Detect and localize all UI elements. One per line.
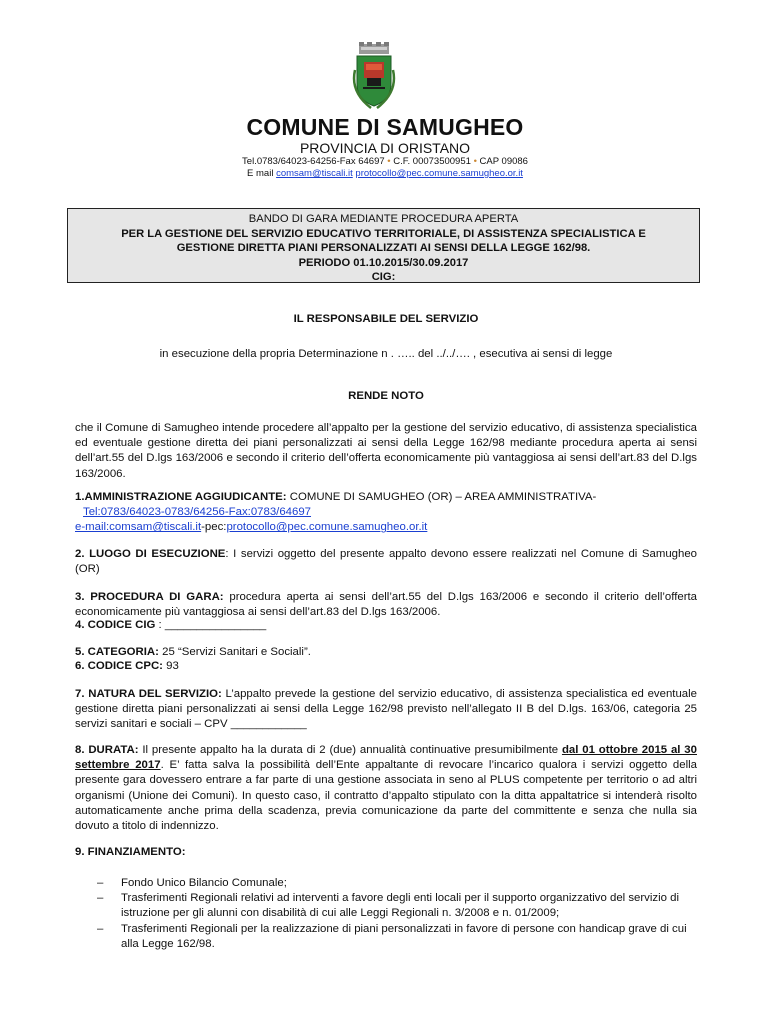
section-8-duration xyxy=(75,743,697,834)
section-2-label: 2. LUOGO DI ESECUZIONE xyxy=(75,548,226,560)
dash-bullet: – xyxy=(97,922,104,935)
funding-item-text: Trasferimenti Regionali per la realizzazione di piani personalizzati in favore di persone con handicap grave di cui alla Legge 162/98. xyxy=(121,922,687,950)
section-5-label: 5. CATEGORIA: xyxy=(75,646,159,658)
section-1-administration xyxy=(75,490,697,536)
section-4-label: 4. CODICE CIG xyxy=(75,619,156,631)
telephone-text: Tel.0783/64023-64256-Fax 64697 xyxy=(242,156,385,167)
postal-code-text: CAP 09086 xyxy=(479,156,528,167)
section-7-text: L’appalto prevede la gestione del servizio educativo, di assistenza specialistica ed eventuale gestione diretta piani personalizzati ai sensi della Legge 162/98 previsto nell’allegato II B del D.lgs. 163/06, categoria 25 servizi sanitari e sociali – CPV ____________ xyxy=(75,688,697,731)
tender-subject-line-2: GESTIONE DIRETTA PIANI PERSONALIZZATI AI SENSI DELLA LEGGE 162/98. xyxy=(176,242,591,255)
section-6-cpc xyxy=(75,659,697,674)
section-2-text: : I servizi oggetto del presente appalto devono essere realizzati nel Comune di Samugheo (OR) xyxy=(75,548,697,576)
separator-bullet: • xyxy=(387,156,391,167)
tender-period: PERIODO 01.10.2015/30.09.2017 xyxy=(298,256,469,269)
funding-list xyxy=(75,876,697,952)
section-1-label: 1.AMMINISTRAZIONE AGGIUDICANTE: xyxy=(75,491,287,503)
section-6-label: 6. CODICE CPC: xyxy=(75,660,163,672)
section-4-text: : ________________ xyxy=(155,619,267,631)
section-8-label: 8. DURATA: xyxy=(75,744,139,756)
municipal-crest-icon xyxy=(349,42,399,112)
funding-item-text: Fondo Unico Bilancio Comunale; xyxy=(121,877,287,889)
page-title: COMUNE DI SAMUGHEO xyxy=(246,114,524,140)
section-1-email-link[interactable]: e-mail:comsam@tiscali.it xyxy=(75,521,202,534)
contact-line xyxy=(0,156,770,167)
tender-title-box xyxy=(67,208,700,283)
province-name: PROVINCIA DI ORISTANO xyxy=(299,140,471,156)
separator-bullet: • xyxy=(473,156,477,167)
tender-type: BANDO DI GARA MEDIANTE PROCEDURA APERTA xyxy=(248,213,519,225)
dash-bullet: – xyxy=(97,892,104,905)
section-3-text: procedura aperta ai sensi dell’art.55 del D.lgs 163/2006 e secondo il criterio dell’offerta economicamente più vantaggiosa ai sensi dell’art.83 del D.lgs 163/2006. xyxy=(75,591,697,619)
section-7-label: 7. NATURA DEL SERVIZIO: xyxy=(75,688,222,700)
execution-note: in esecuzione della propria Determinazione n . ….. del ../../…. , esecutiva ai sensi di legge xyxy=(159,348,613,360)
section-2-location xyxy=(75,547,697,577)
section-5-category xyxy=(75,645,697,660)
section-6-text: 93 xyxy=(162,660,179,672)
pec-email-link[interactable]: protocollo@pec.comune.samugheo.or.it xyxy=(355,168,523,179)
section-3-label: 3. PROCEDURA DI GARA: xyxy=(75,591,224,603)
section-1-pec-link[interactable]: protocollo@pec.comune.samugheo.or.it xyxy=(226,521,428,534)
email-link[interactable]: comsam@tiscali.it xyxy=(276,168,353,179)
responsabile-heading: IL RESPONSABILE DEL SERVIZIO xyxy=(293,313,479,325)
tender-subject-line-1: PER LA GESTIONE DEL SERVIZIO EDUCATIVO TERRITORIALE, DI ASSISTENZA SPECIALISTICA E xyxy=(121,227,646,240)
section-3-procedure xyxy=(75,590,697,620)
phone-fax-link[interactable]: Tel:0783/64023-0783/64256-Fax:0783/64697 xyxy=(83,506,312,519)
list-item xyxy=(75,891,697,921)
list-item xyxy=(75,876,697,891)
funding-item-text: Trasferimenti Regionali relativi ad interventi a favore degli enti locali per il supporto organizzativo del servizio di istruzione per gli alunni con disabilità di cui alle Leggi Regionali n. 3/2008 e n. 01/2009; xyxy=(121,892,679,920)
pec-label: -pec: xyxy=(201,521,227,534)
list-item xyxy=(75,922,697,952)
email-label: E mail xyxy=(247,168,274,179)
dash-bullet: – xyxy=(97,877,104,889)
section-8-period: dal 01 ottobre 2015 al 30 settembre 2017 xyxy=(75,744,697,772)
intro-paragraph: che il Comune di Samugheo intende procedere all’appalto per la gestione del servizio educativo, di assistenza specialistica ed eventuale gestione diretta dei piani personalizzati ai sensi della Legge 162/98 mediante procedura aperta ai sensi dell’art.55 del D.lgs 163/2006 e secondo il criterio dell’offerta economicamente più vantaggiosa ai sensi dell’art.83 del D.lgs 163/2006. xyxy=(75,422,697,480)
email-line xyxy=(0,168,770,179)
section-8-text-2: . E’ fatta salva la possibilità dell’Ente appaltante di revocare l’incarico qualora i servizi oggetto della presente gara dovessero entrare a far parte di una gestione associata in seno al PLUS competente per territorio o ad altri organismi (Unione dei Comuni). In questo caso, il contratto d’appalto stipulato con la ditta appaltatrice si intenderà risolto automaticamente anche prima della scadenza, previa comunicazione da parte del committente e senza che nulla sia dovuto a titolo di indennizzo. xyxy=(75,759,697,833)
section-9-label: 9. FINANZIAMENTO: xyxy=(75,846,186,858)
section-8-text-1: Il presente appalto ha la durata di 2 (due) annualità continuative presumibilmente xyxy=(138,744,562,756)
tender-cig: CIG: xyxy=(371,271,396,284)
section-5-text: 25 “Servizi Sanitari e Sociali”. xyxy=(158,646,311,658)
section-4-cig xyxy=(75,618,697,633)
section-7-nature xyxy=(75,687,697,733)
fiscal-code-text: C.F. 00073500951 xyxy=(393,156,471,167)
rende-noto-heading: RENDE NOTO xyxy=(348,390,424,402)
section-1-text: COMUNE DI SAMUGHEO (OR) – AREA AMMINISTRATIVA- xyxy=(286,491,597,503)
